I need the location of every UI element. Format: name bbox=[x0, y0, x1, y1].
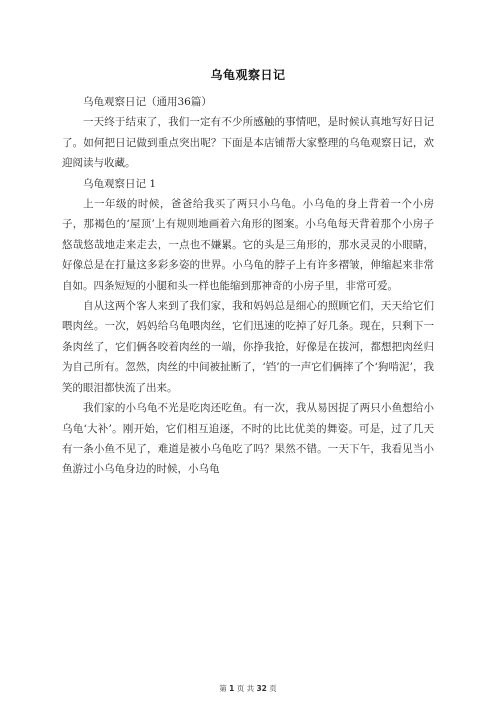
total-page-number: 32 bbox=[256, 684, 267, 693]
body-paragraph: 自从这两个客人来到了我们家，我和妈妈总是细心的照顾它们，天天给它们喂肉丝。一次，妈妈给乌龟喂肉丝，它们迅速的吃掉了好几条。现在，只剩下一条肉丝了，它们俩各咬着肉丝的一端，你挣我抢，好像是在拔河，都想把肉丝归为自己所有。忽然，肉丝的中间被扯断了，‘铛’的一声它们俩摔了个‘狗啃泥’，我笑的眼泪都快流了出来。 bbox=[62, 300, 434, 394]
page-title: 乌龟观察日记 bbox=[210, 68, 286, 82]
body-paragraph: 上一年级的时候，爸爸给我买了两只小乌龟。小乌龟的身上背着一个小房子，那褐色的‘屋顶’上有规则地画着六角形的图案。小乌龟每天背着那个小房子悠哉悠哉地走来走去，一点也不嫌累。它的头是三角形的，那水灵灵的小眼睛，好像总是在打量这多彩多姿的世界。小乌龟的脖子上有许多褶皱，伸缩起来非常自如。四条短短的小腿和头一样也能缩到那神奇的小房子里，非常可爱。 bbox=[62, 198, 434, 292]
body-paragraph: 我们家的小乌龟不光是吃肉还吃鱼。有一次，我从易因捉了两只小鱼想给小乌龟‘大补’。刚开始，它们相互追逐，不时的比比优美的舞姿。可是，过了几天有一条小鱼不见了，难道是被小乌龟吃了吗？果然不错。一天下午，我看见当小鱼游过小乌龟身边的时候，小乌龟 bbox=[62, 402, 434, 476]
document-body bbox=[62, 92, 434, 480]
current-page-number: 1 bbox=[229, 684, 235, 693]
section-heading: 乌龟观察日记 1 bbox=[83, 177, 157, 190]
subtitle-paragraph: 乌龟观察日记（通用36篇） bbox=[83, 96, 212, 108]
intro-paragraph: 一天终于结束了，我们一定有不少所感触的事情吧，是时候认真地写好日记了。如何把日记做到重点突出呢？下面是本店铺帮大家整理的乌龟观察日记，欢迎阅读与收藏。 bbox=[62, 116, 434, 170]
page-footer bbox=[0, 683, 496, 694]
footer-suffix: 页 bbox=[269, 684, 277, 693]
footer-middle: 页 共 bbox=[236, 684, 255, 693]
footer-prefix: 第 bbox=[219, 684, 227, 693]
